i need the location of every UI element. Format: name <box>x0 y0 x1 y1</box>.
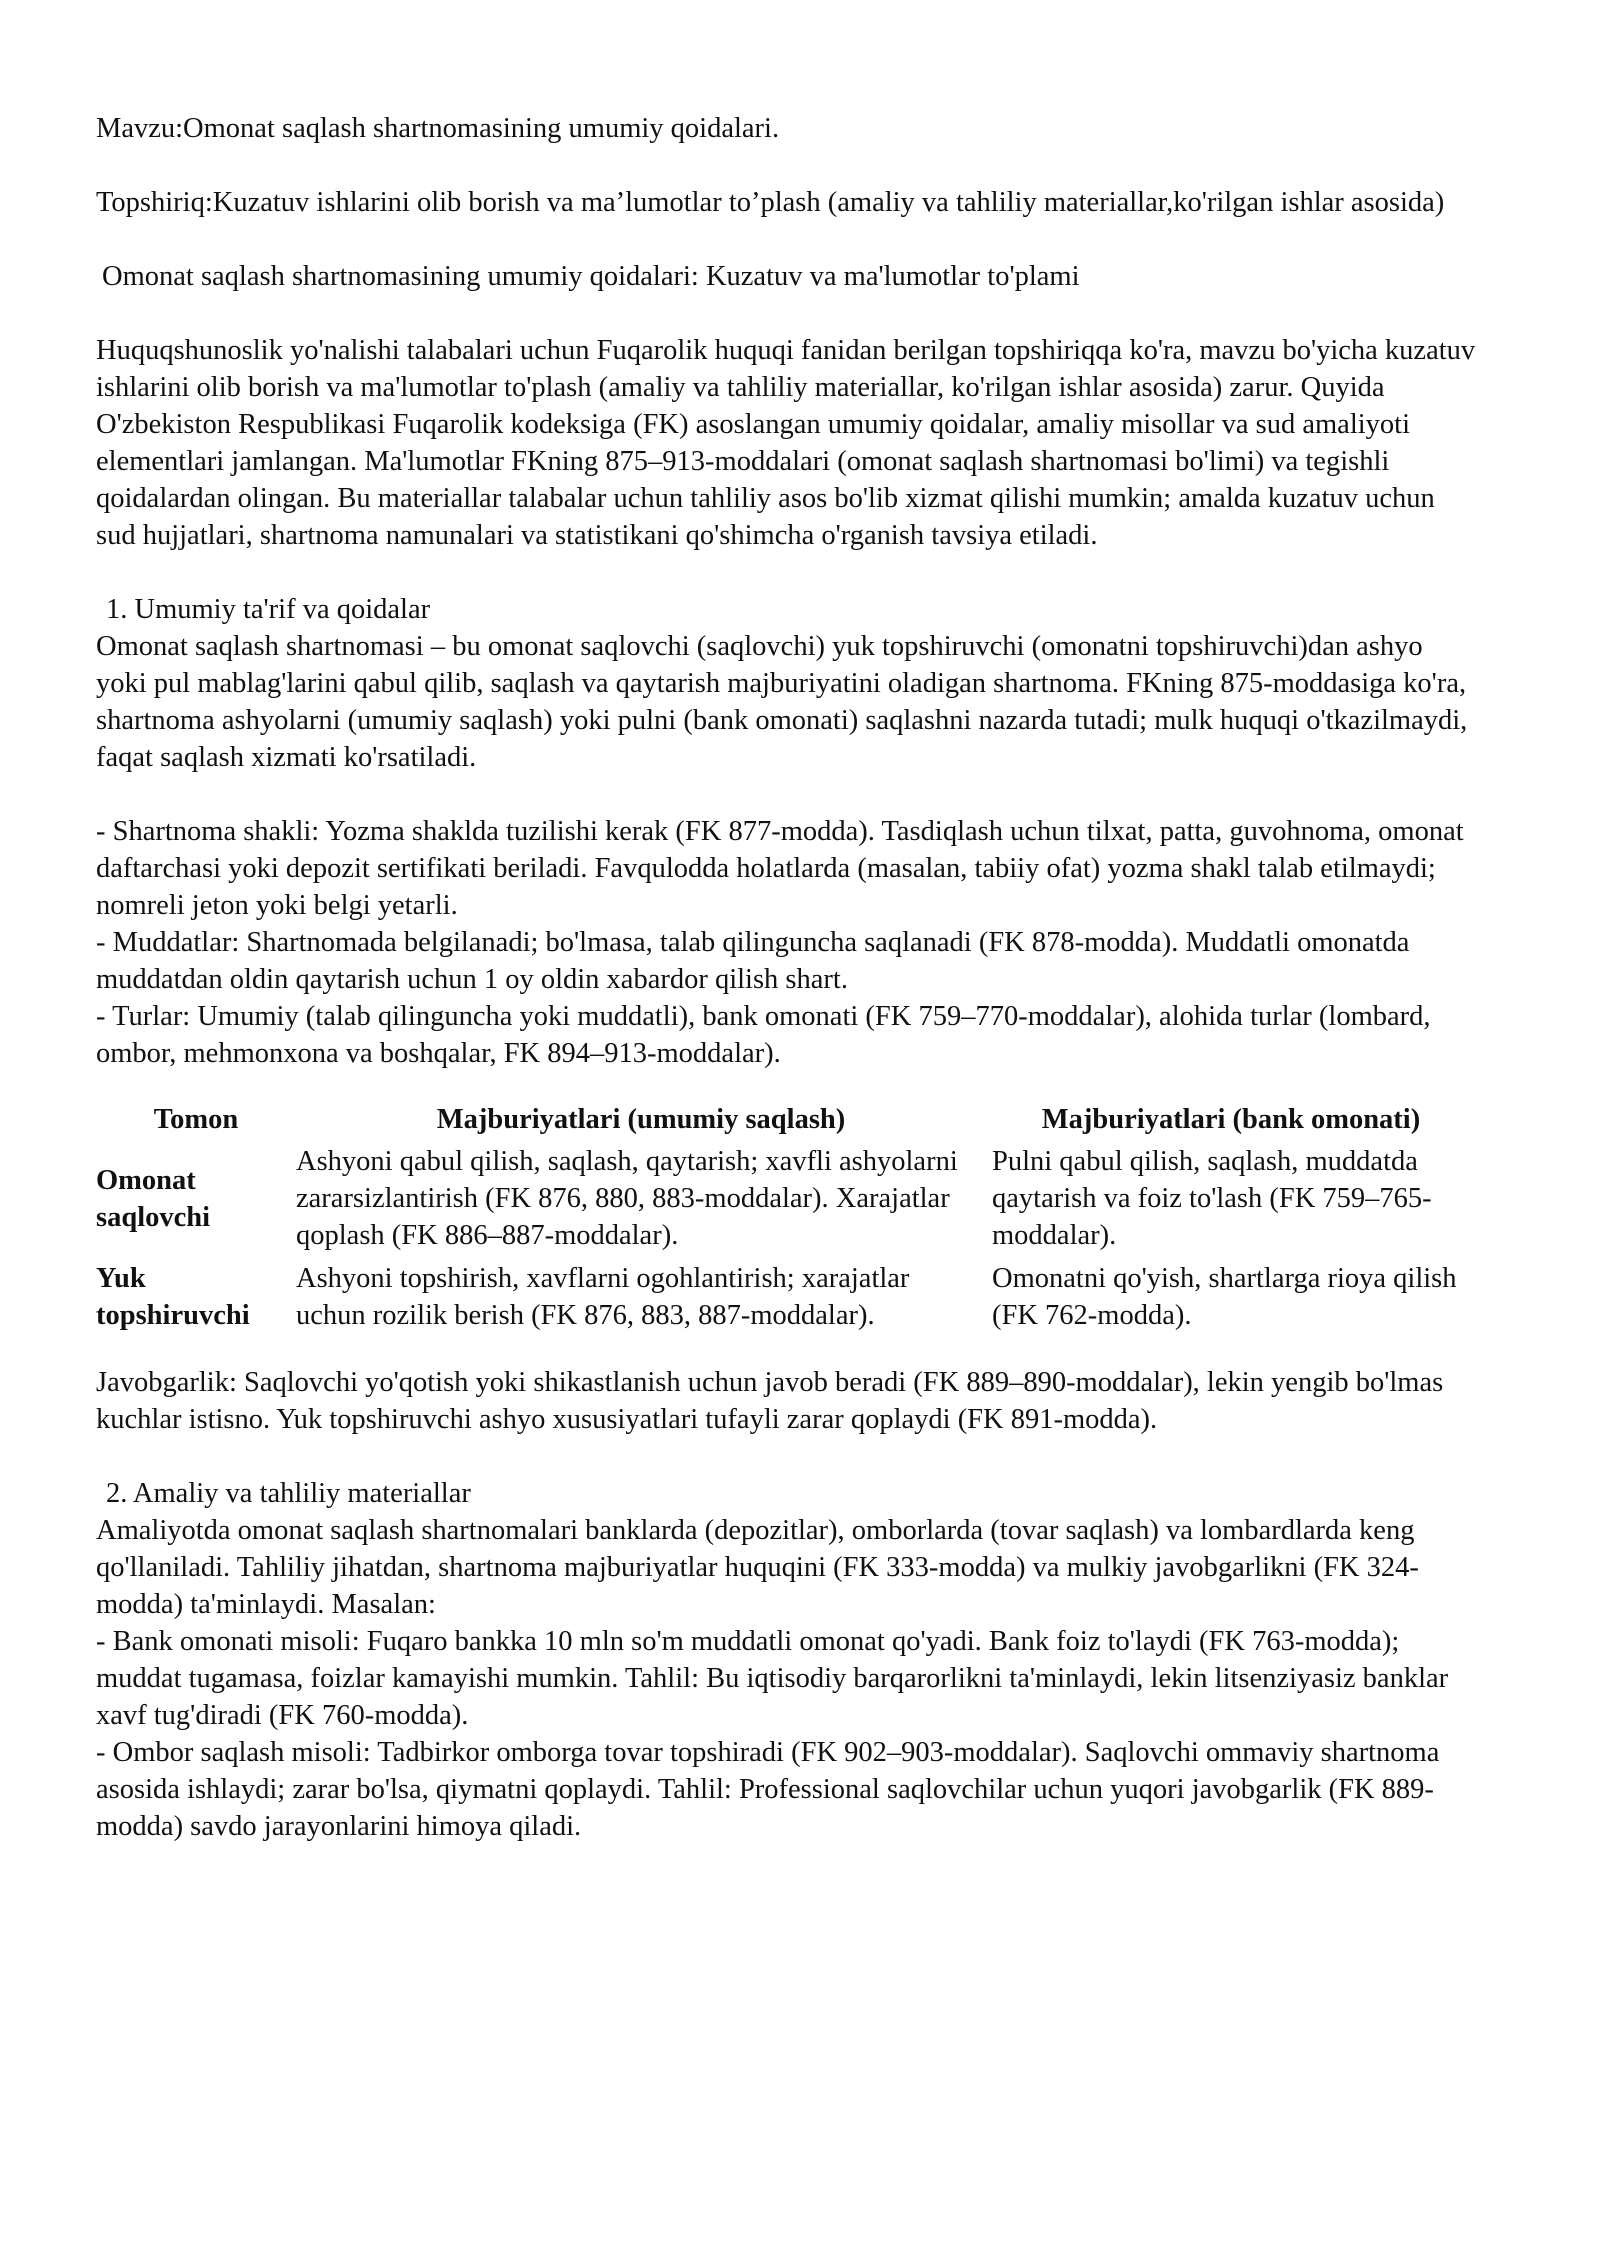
table-cell-bank: Pulni qabul qilish, saqlash, muddatda qaytarish va foiz to'lash (FK 759–765-moddalar). <box>992 1146 1432 1251</box>
example-bank-deposit: - Bank omonati misoli: Fuqaro bankka 10 mln so'm muddatli omonat qo'yadi. Bank foiz to'laydi (FK 763-modda); muddat tugamasa, foizlar kamayishi mumkin. Tahlil: Bu iqtisodiy barqarorlikni ta'minlaydi, lekin litsenziyasiz banklar xavf tug'diradi (FK 760-modda). <box>96 1626 1449 1731</box>
task-line: Topshiriq:Kuzatuv ishlarini olib borish va ma’lumotlar to’plash (amaliy va tahliliy materiallar,ko'rilgan ishlar asosida) <box>96 187 1445 218</box>
obligations-table <box>96 1101 1476 1334</box>
example-warehouse: - Ombor saqlash misoli: Tadbirkor omborga tovar topshiradi (FK 902–903-moddalar). Saqlovchi ommaviy shartnoma asosida ishlaydi; zarar bo'lsa, qiymatni qoplaydi. Tahlil: Professional saqlovchilar uchun yuqori javobgarlik (FK 889-modda) savdo jarayonlarini himoya qiladi. <box>96 1737 1440 1842</box>
table-cell-party: Yuk topshiruvchi <box>96 1263 250 1331</box>
section1-title: 1. Umumiy ta'rif va qoidalar <box>106 594 431 625</box>
section2-intro: Amaliyotda omonat saqlash shartnomalari banklarda (depozitlar), omborlarda (tovar saqlash) va lombardlarda keng qo'llaniladi. Tahliliy jihatdan, shartnoma majburiyatlar huquqini (FK 333-modda) va mulkiy javobgarlikni (FK 324-modda) ta'minlaydi. Masalan: <box>96 1515 1419 1620</box>
table-header-party: Tomon <box>153 1104 239 1135</box>
table-cell-bank: Omonatni qo'yish, shartlarga rioya qilish (FK 762-modda). <box>992 1263 1457 1331</box>
table-header-general: Majburiyatlari (umumiy saqlash) <box>436 1104 846 1135</box>
intro-paragraph: Huquqshunoslik yo'nalishi talabalari uchun Fuqarolik huquqi fanidan berilgan topshiriqqa ko'ra, mavzu bo'yicha kuzatuv ishlarini olib borish va ma'lumotlar to'plash (amaliy va tahliliy materiallar, ko'rilgan ishlar asosida) zarur. Quyida O'zbekiston Respublikasi Fuqarolik kodeksiga (FK) asoslangan umumiy qoidalar, amaliy misollar va sud amaliyoti elementlari jamlangan. Ma'lumotlar FKning 875–913-moddalari (omonat saqlash shartnomasi bo'limi) va tegishli qoidalardan olingan. Bu materiallar talabalar uchun tahliliy asos bo'lib xizmat qilishi mumkin; amalda kuzatuv uchun sud hujjatlari, shartnoma namunalari va statistikani qo'shimcha o'rganish tavsiya etiladi. <box>96 335 1476 551</box>
table-cell-party: Omonat saqlovchi <box>96 1164 211 1233</box>
table-row <box>96 1260 1476 1334</box>
table-cell-general: Ashyoni topshirish, xavflarni ogohlantirish; xarajatlar uchun rozilik berish (FK 876, 883, 887-moddalar). <box>296 1263 910 1331</box>
definition-paragraph: Omonat saqlash shartnomasi – bu omonat saqlovchi (saqlovchi) yuk topshiruvchi (omonatni topshiruvchi)dan ashyo yoki pul mablag'larini qabul qilib, saqlash va qaytarish majburiyatini oladigan shartnoma. FKning 875-moddasiga ko'ra, shartnoma ashyolarni (umumiy saqlash) yoki pulni (bank omonati) saqlashni nazarda tutadi; mulk huquqi o'tkazilmaydi, faqat saqlash xizmati ko'rsatiladi. <box>96 631 1468 773</box>
bullet-types: - Turlar: Umumiy (talab qilinguncha yoki muddatli), bank omonati (FK 759–770-moddalar), alohida turlar (lombard, ombor, mehmonxona va boshqalar, FK 894–913-moddalar). <box>96 1001 1431 1069</box>
liability-paragraph: Javobgarlik: Saqlovchi yo'qotish yoki shikastlanish uchun javob beradi (FK 889–890-moddalar), lekin yengib bo'lmas kuchlar istisno. Yuk topshiruvchi ashyo xususiyatlari tufayli zarar qoplaydi (FK 891-modda). <box>96 1367 1444 1435</box>
bullet-contract-form: - Shartnoma shakli: Yozma shaklda tuzilishi kerak (FK 877-modda). Tasdiqlash uchun tilxat, patta, guvohnoma, omonat daftarchasi yoki depozit sertifikati beriladi. Favqulodda holatlarda (masalan, tabiiy ofat) yozma shakl talab etilmaydi; nomreli jeton yoki belgi yetarli. <box>96 816 1464 921</box>
table-header-bank: Majburiyatlari (bank omonati) <box>1041 1104 1421 1135</box>
document-heading: Omonat saqlash shartnomasining umumiy qoidalari: Kuzatuv va ma'lumotlar to'plami <box>102 261 1080 292</box>
section2-title: 2. Amaliy va tahliliy materiallar <box>106 1478 471 1509</box>
table-header-row <box>96 1101 1476 1143</box>
topic-line: Mavzu:Omonat saqlash shartnomasining umumiy qoidalari. <box>96 113 780 144</box>
bullet-terms: - Muddatlar: Shartnomada belgilanadi; bo'lmasa, talab qilinguncha saqlanadi (FK 878-modda). Muddatli omonatda muddatdan oldin qaytarish uchun 1 oy oldin xabardor qilish shart. <box>96 927 1410 995</box>
table-row <box>96 1143 1476 1260</box>
table-cell-general: Ashyoni qabul qilish, saqlash, qaytarish; xavfli ashyolarni zararsizlantirish (FK 876, 880, 883-moddalar). Xarajatlar qoplash (FK 886–887-moddalar). <box>296 1146 958 1251</box>
document-page <box>96 110 1476 1845</box>
